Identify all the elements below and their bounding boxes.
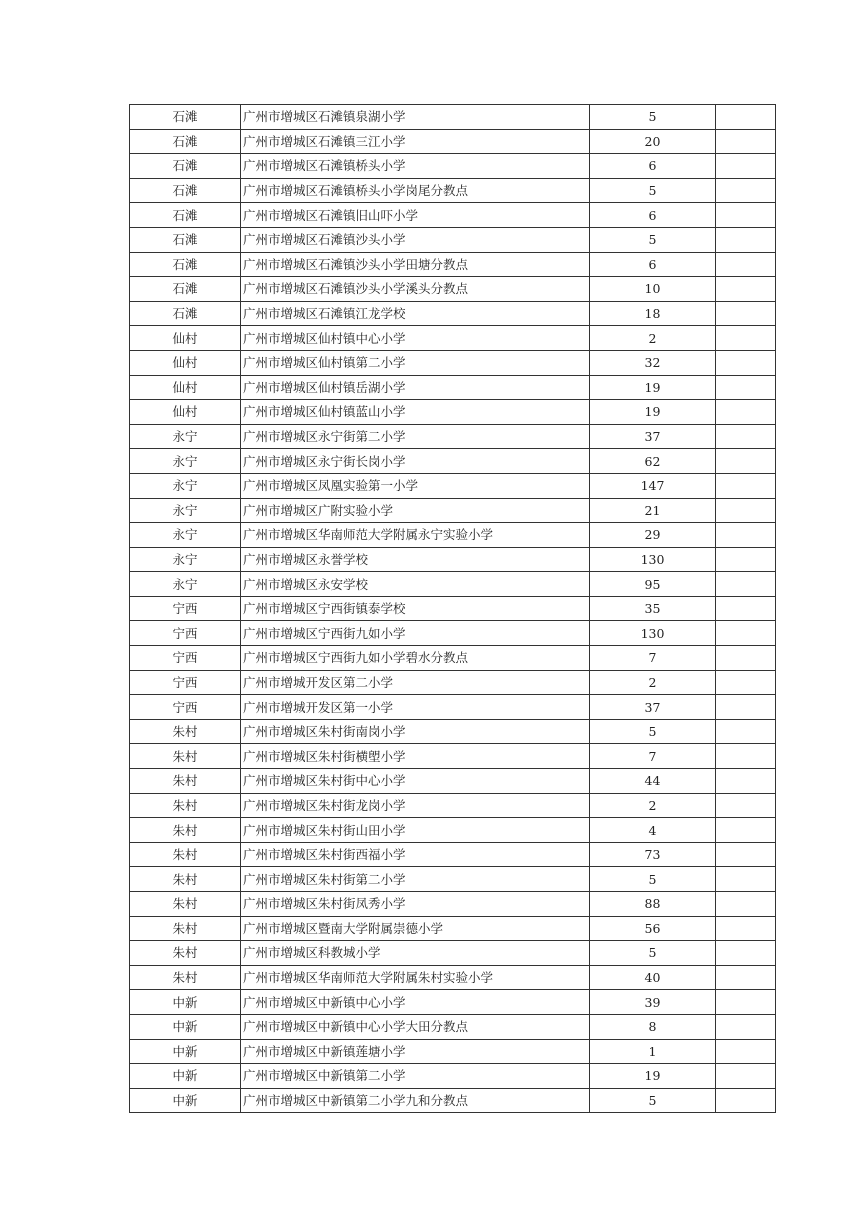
table-row: [130, 916, 776, 941]
school-name-cell: 广州市增城区中新镇第二小学: [241, 1064, 590, 1089]
school-name-cell: 广州市增城区朱村街第二小学: [241, 867, 590, 892]
town-cell: 宁西: [130, 596, 241, 621]
table-row: [130, 547, 776, 572]
count-cell: 5: [590, 941, 716, 966]
town-cell: 中新: [130, 1088, 241, 1113]
count-cell: 19: [590, 1064, 716, 1089]
note-cell: [716, 670, 776, 695]
count-cell: 88: [590, 892, 716, 917]
table-row: [130, 227, 776, 252]
school-name-cell: 广州市增城区石滩镇沙头小学田塘分教点: [241, 252, 590, 277]
town-cell: 朱村: [130, 867, 241, 892]
count-cell: 6: [590, 252, 716, 277]
town-cell: 朱村: [130, 965, 241, 990]
town-cell: 朱村: [130, 892, 241, 917]
town-cell: 石滩: [130, 154, 241, 179]
table-row: [130, 277, 776, 302]
note-cell: [716, 1039, 776, 1064]
table-row: [130, 301, 776, 326]
count-cell: 7: [590, 646, 716, 671]
note-cell: [716, 326, 776, 351]
town-cell: 朱村: [130, 719, 241, 744]
note-cell: [716, 301, 776, 326]
note-cell: [716, 154, 776, 179]
town-cell: 朱村: [130, 842, 241, 867]
school-name-cell: 广州市增城区朱村街西福小学: [241, 842, 590, 867]
count-cell: 32: [590, 350, 716, 375]
note-cell: [716, 1088, 776, 1113]
school-name-cell: 广州市增城区凤凰实验第一小学: [241, 473, 590, 498]
school-name-cell: 广州市增城区中新镇第二小学九和分教点: [241, 1088, 590, 1113]
count-cell: 5: [590, 867, 716, 892]
town-cell: 朱村: [130, 818, 241, 843]
school-name-cell: 广州市增城区宁西街九如小学: [241, 621, 590, 646]
table-row: [130, 523, 776, 548]
note-cell: [716, 375, 776, 400]
school-name-cell: 广州市增城区永宁街第二小学: [241, 424, 590, 449]
school-name-cell: 广州市增城区石滩镇泉湖小学: [241, 105, 590, 130]
town-cell: 石滩: [130, 252, 241, 277]
note-cell: [716, 227, 776, 252]
count-cell: 5: [590, 105, 716, 130]
note-cell: [716, 596, 776, 621]
note-cell: [716, 965, 776, 990]
school-name-cell: 广州市增城区朱村街横塱小学: [241, 744, 590, 769]
town-cell: 石滩: [130, 203, 241, 228]
count-cell: 8: [590, 1014, 716, 1039]
count-cell: 1: [590, 1039, 716, 1064]
note-cell: [716, 916, 776, 941]
count-cell: 44: [590, 769, 716, 794]
table-row: [130, 424, 776, 449]
note-cell: [716, 818, 776, 843]
count-cell: 4: [590, 818, 716, 843]
table-row: [130, 842, 776, 867]
count-cell: 130: [590, 547, 716, 572]
count-cell: 5: [590, 227, 716, 252]
table-row: [130, 621, 776, 646]
town-cell: 宁西: [130, 695, 241, 720]
school-name-cell: 广州市增城区永安学校: [241, 572, 590, 597]
table-row: [130, 793, 776, 818]
table-row: [130, 154, 776, 179]
note-cell: [716, 105, 776, 130]
school-name-cell: 广州市增城区中新镇中心小学大田分教点: [241, 1014, 590, 1039]
school-name-cell: 广州市增城区宁西街镇泰学校: [241, 596, 590, 621]
town-cell: 宁西: [130, 621, 241, 646]
school-name-cell: 广州市增城区朱村街南岗小学: [241, 719, 590, 744]
school-name-cell: 广州市增城区永誉学校: [241, 547, 590, 572]
table-row: [130, 818, 776, 843]
school-name-cell: 广州市增城区暨南大学附属崇德小学: [241, 916, 590, 941]
school-name-cell: 广州市增城区石滩镇江龙学校: [241, 301, 590, 326]
school-name-cell: 广州市增城区华南师范大学附属朱村实验小学: [241, 965, 590, 990]
school-name-cell: 广州市增城区中新镇莲塘小学: [241, 1039, 590, 1064]
school-name-cell: 广州市增城开发区第二小学: [241, 670, 590, 695]
count-cell: 95: [590, 572, 716, 597]
table-row: [130, 1064, 776, 1089]
count-cell: 21: [590, 498, 716, 523]
note-cell: [716, 178, 776, 203]
school-name-cell: 广州市增城区中新镇中心小学: [241, 990, 590, 1015]
table-row: [130, 695, 776, 720]
school-name-cell: 广州市增城区石滩镇旧山吓小学: [241, 203, 590, 228]
count-cell: 56: [590, 916, 716, 941]
table-row: [130, 498, 776, 523]
count-cell: 18: [590, 301, 716, 326]
note-cell: [716, 424, 776, 449]
town-cell: 石滩: [130, 105, 241, 130]
town-cell: 永宁: [130, 449, 241, 474]
note-cell: [716, 719, 776, 744]
note-cell: [716, 793, 776, 818]
table-row: [130, 965, 776, 990]
table-row: [130, 1014, 776, 1039]
count-cell: 20: [590, 129, 716, 154]
count-cell: 5: [590, 178, 716, 203]
note-cell: [716, 498, 776, 523]
count-cell: 73: [590, 842, 716, 867]
school-name-cell: 广州市增城区石滩镇三江小学: [241, 129, 590, 154]
school-name-cell: 广州市增城区仙村镇蓝山小学: [241, 400, 590, 425]
school-name-cell: 广州市增城区广附实验小学: [241, 498, 590, 523]
note-cell: [716, 867, 776, 892]
table-row: [130, 449, 776, 474]
count-cell: 37: [590, 424, 716, 449]
count-cell: 2: [590, 793, 716, 818]
school-name-cell: 广州市增城区朱村街中心小学: [241, 769, 590, 794]
school-name-cell: 广州市增城区仙村镇岳湖小学: [241, 375, 590, 400]
town-cell: 朱村: [130, 916, 241, 941]
count-cell: 10: [590, 277, 716, 302]
note-cell: [716, 473, 776, 498]
note-cell: [716, 621, 776, 646]
school-name-cell: 广州市增城区仙村镇第二小学: [241, 350, 590, 375]
table-row: [130, 990, 776, 1015]
note-cell: [716, 252, 776, 277]
town-cell: 中新: [130, 1014, 241, 1039]
note-cell: [716, 941, 776, 966]
note-cell: [716, 203, 776, 228]
note-cell: [716, 990, 776, 1015]
town-cell: 朱村: [130, 941, 241, 966]
count-cell: 37: [590, 695, 716, 720]
town-cell: 朱村: [130, 793, 241, 818]
town-cell: 永宁: [130, 473, 241, 498]
school-name-cell: 广州市增城区石滩镇沙头小学溪头分教点: [241, 277, 590, 302]
town-cell: 石滩: [130, 129, 241, 154]
town-cell: 宁西: [130, 670, 241, 695]
town-cell: 仙村: [130, 375, 241, 400]
table-row: [130, 203, 776, 228]
note-cell: [716, 129, 776, 154]
table-row: [130, 867, 776, 892]
town-cell: 仙村: [130, 350, 241, 375]
table-row: [130, 129, 776, 154]
note-cell: [716, 1014, 776, 1039]
school-name-cell: 广州市增城区仙村镇中心小学: [241, 326, 590, 351]
town-cell: 仙村: [130, 400, 241, 425]
school-name-cell: 广州市增城区石滩镇桥头小学: [241, 154, 590, 179]
town-cell: 永宁: [130, 498, 241, 523]
note-cell: [716, 769, 776, 794]
school-name-cell: 广州市增城区朱村街龙岗小学: [241, 793, 590, 818]
count-cell: 5: [590, 719, 716, 744]
school-name-cell: 广州市增城区朱村街凤秀小学: [241, 892, 590, 917]
table-row: [130, 473, 776, 498]
table-row: [130, 105, 776, 130]
count-cell: 130: [590, 621, 716, 646]
town-cell: 朱村: [130, 744, 241, 769]
school-name-cell: 广州市增城区朱村街山田小学: [241, 818, 590, 843]
note-cell: [716, 646, 776, 671]
town-cell: 永宁: [130, 523, 241, 548]
town-cell: 仙村: [130, 326, 241, 351]
town-cell: 石滩: [130, 227, 241, 252]
table-row: [130, 375, 776, 400]
town-cell: 宁西: [130, 646, 241, 671]
school-table: [129, 104, 776, 1113]
town-cell: 中新: [130, 990, 241, 1015]
town-cell: 中新: [130, 1064, 241, 1089]
table-row: [130, 252, 776, 277]
table-row: [130, 350, 776, 375]
table-row: [130, 572, 776, 597]
table-row: [130, 892, 776, 917]
count-cell: 6: [590, 203, 716, 228]
count-cell: 19: [590, 375, 716, 400]
table-row: [130, 769, 776, 794]
school-name-cell: 广州市增城区永宁街长岗小学: [241, 449, 590, 474]
school-name-cell: 广州市增城区华南师范大学附属永宁实验小学: [241, 523, 590, 548]
school-name-cell: 广州市增城开发区第一小学: [241, 695, 590, 720]
table-row: [130, 178, 776, 203]
town-cell: 中新: [130, 1039, 241, 1064]
count-cell: 2: [590, 670, 716, 695]
note-cell: [716, 1064, 776, 1089]
table-row: [130, 941, 776, 966]
count-cell: 29: [590, 523, 716, 548]
table-row: [130, 719, 776, 744]
table-row: [130, 326, 776, 351]
town-cell: 石滩: [130, 178, 241, 203]
town-cell: 永宁: [130, 572, 241, 597]
note-cell: [716, 892, 776, 917]
table-row: [130, 744, 776, 769]
table-row: [130, 596, 776, 621]
town-cell: 朱村: [130, 769, 241, 794]
note-cell: [716, 744, 776, 769]
note-cell: [716, 350, 776, 375]
note-cell: [716, 400, 776, 425]
count-cell: 7: [590, 744, 716, 769]
count-cell: 2: [590, 326, 716, 351]
table-row: [130, 646, 776, 671]
note-cell: [716, 572, 776, 597]
school-name-cell: 广州市增城区科教城小学: [241, 941, 590, 966]
note-cell: [716, 277, 776, 302]
school-name-cell: 广州市增城区宁西街九如小学碧水分教点: [241, 646, 590, 671]
count-cell: 62: [590, 449, 716, 474]
table-body: [130, 105, 776, 1113]
town-cell: 永宁: [130, 547, 241, 572]
table-row: [130, 1039, 776, 1064]
count-cell: 6: [590, 154, 716, 179]
town-cell: 永宁: [130, 424, 241, 449]
school-name-cell: 广州市增城区石滩镇沙头小学: [241, 227, 590, 252]
note-cell: [716, 523, 776, 548]
count-cell: 19: [590, 400, 716, 425]
count-cell: 35: [590, 596, 716, 621]
town-cell: 石滩: [130, 277, 241, 302]
school-name-cell: 广州市增城区石滩镇桥头小学岗尾分教点: [241, 178, 590, 203]
note-cell: [716, 842, 776, 867]
note-cell: [716, 449, 776, 474]
table-row: [130, 1088, 776, 1113]
note-cell: [716, 695, 776, 720]
note-cell: [716, 547, 776, 572]
table-row: [130, 670, 776, 695]
count-cell: 147: [590, 473, 716, 498]
table-row: [130, 400, 776, 425]
count-cell: 5: [590, 1088, 716, 1113]
count-cell: 40: [590, 965, 716, 990]
count-cell: 39: [590, 990, 716, 1015]
town-cell: 石滩: [130, 301, 241, 326]
